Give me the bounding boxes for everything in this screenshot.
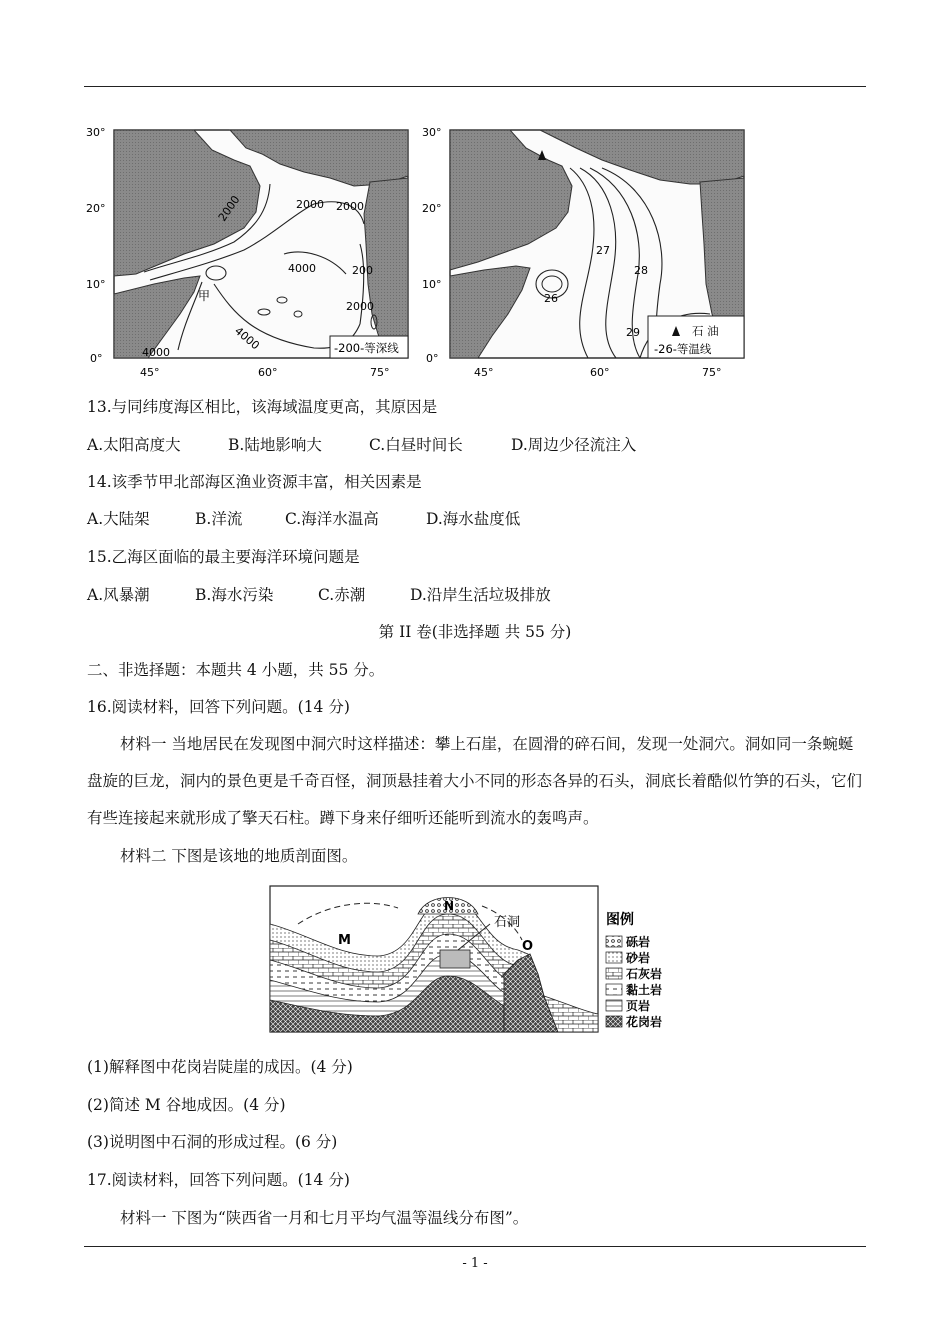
lon-label: 75° — [702, 366, 722, 379]
contour-label: 2000 — [215, 193, 243, 224]
question-14-stem: 14.该季节甲北部海区渔业资源丰富，相关因素是 — [87, 473, 422, 491]
legend-title: 图例 — [606, 912, 634, 928]
question-17-material-1: 材料一 下图为“陕西省一月和七月平均气温等温线分布图”。 — [120, 1209, 529, 1227]
lat-label: 10° — [422, 278, 442, 291]
legend-item: 页岩 — [626, 999, 651, 1013]
contour-label: 4000 — [142, 346, 170, 359]
legend-item: 石灰岩 — [626, 967, 663, 981]
question-14-option-d: D.海水盐度低 — [426, 510, 521, 528]
lat-label: 0° — [90, 352, 103, 365]
label-o: O — [522, 939, 534, 954]
isotherm-label: 29 — [626, 326, 640, 339]
lon-label: 75° — [370, 366, 390, 379]
isotherm-label: 27 — [596, 244, 610, 257]
isotherm-label: 28 — [634, 264, 648, 277]
geologic-cross-section — [268, 884, 688, 1036]
lat-label: 0° — [426, 352, 439, 365]
question-16-sub-2: (2)简述 M 谷地成因。(4 分) — [87, 1096, 286, 1114]
question-13-option-b: B.陆地影响大 — [228, 436, 322, 454]
lat-label: 30° — [86, 126, 106, 139]
question-13-option-d: D.周边少径流注入 — [511, 436, 637, 454]
question-17-stem: 17.阅读材料，回答下列问题。(14 分) — [87, 1171, 350, 1189]
section-2-title: 第 II 卷(非选择题 共 55 分) — [378, 623, 572, 641]
lon-label: 60° — [258, 366, 278, 379]
lat-label: 30° — [422, 126, 442, 139]
lon-label: 45° — [140, 366, 160, 379]
oil-legend-label: 石 油 — [692, 324, 719, 338]
question-13-option-c: C.白昼时间长 — [369, 436, 463, 454]
question-16-sub-3: (3)说明图中石洞的形成过程。(6 分) — [87, 1133, 338, 1151]
lon-label: 60° — [590, 366, 610, 379]
contour-label: 4000 — [288, 262, 316, 275]
question-16-stem: 16.阅读材料，回答下列问题。(14 分) — [87, 698, 350, 716]
contour-label: 2000 — [296, 198, 324, 211]
question-16-material-2: 材料二 下图是该地的地质剖面图。 — [120, 847, 358, 865]
question-15-stem: 15.乙海区面临的最主要海洋环境问题是 — [87, 548, 360, 566]
question-13-stem: 13.与同纬度海区相比，该海域温度更高，其原因是 — [87, 398, 438, 416]
legend-item: 砂岩 — [626, 951, 651, 965]
label-m: M — [338, 933, 351, 948]
question-15-option-c: C.赤潮 — [318, 586, 366, 604]
lat-label: 10° — [86, 278, 106, 291]
legend-item: 砾岩 — [626, 935, 651, 949]
question-13-option-a: A.太阳高度大 — [87, 436, 181, 454]
map-legend: -200-等深线 — [334, 341, 399, 355]
question-16-sub-1: (1)解释图中花岗岩陡崖的成因。(4 分) — [87, 1058, 353, 1076]
lon-label: 45° — [474, 366, 494, 379]
contour-label: 4000 — [232, 324, 262, 353]
legend-item: 黏土岩 — [626, 983, 663, 997]
isotherm-legend-label: -26-等温线 — [654, 342, 712, 356]
question-16-material-1: 材料一 当地居民在发现图中洞穴时这样描述：攀上石崖，在圆滑的碎石间，发现一处洞穴。洞如同一条蜿蜒盘旋的巨龙，洞内的景色更是千奇百怪，洞顶悬挂着大小不同的形态各异的石头，洞底长着酷似竹笋的石头，它们有些连接起来就形成了擎天石柱。蹲下身来仔细听还能听到流水的轰鸣声。 — [87, 735, 863, 827]
footer-rule — [84, 1246, 866, 1247]
isotherm-label: 26 — [544, 292, 558, 305]
lat-label: 20° — [422, 202, 442, 215]
isotherm-map — [420, 124, 750, 382]
question-14-option-c: C.海洋水温高 — [285, 510, 379, 528]
page-number: - 1 - — [462, 1256, 488, 1271]
contour-label: 2000 — [346, 300, 374, 313]
section-2-intro: 二、非选择题：本题共 4 小题，共 55 分。 — [87, 661, 385, 679]
contour-label: 2000 — [336, 200, 364, 213]
header-rule — [84, 86, 866, 87]
contour-label: 200 — [352, 264, 373, 277]
place-label-jia: 甲 — [198, 289, 211, 303]
legend-item: 花岗岩 — [626, 1015, 663, 1029]
label-n: N — [444, 899, 455, 913]
label-cave: 石洞 — [494, 915, 521, 930]
question-14-option-a: A.大陆架 — [87, 510, 150, 528]
question-15-option-b: B.海水污染 — [195, 586, 274, 604]
lat-label: 20° — [86, 202, 106, 215]
question-15-option-a: A.风暴潮 — [87, 586, 150, 604]
question-15-option-d: D.沿岸生活垃圾排放 — [410, 586, 551, 604]
depth-contour-map — [84, 124, 414, 382]
question-14-option-b: B.洋流 — [195, 510, 243, 528]
